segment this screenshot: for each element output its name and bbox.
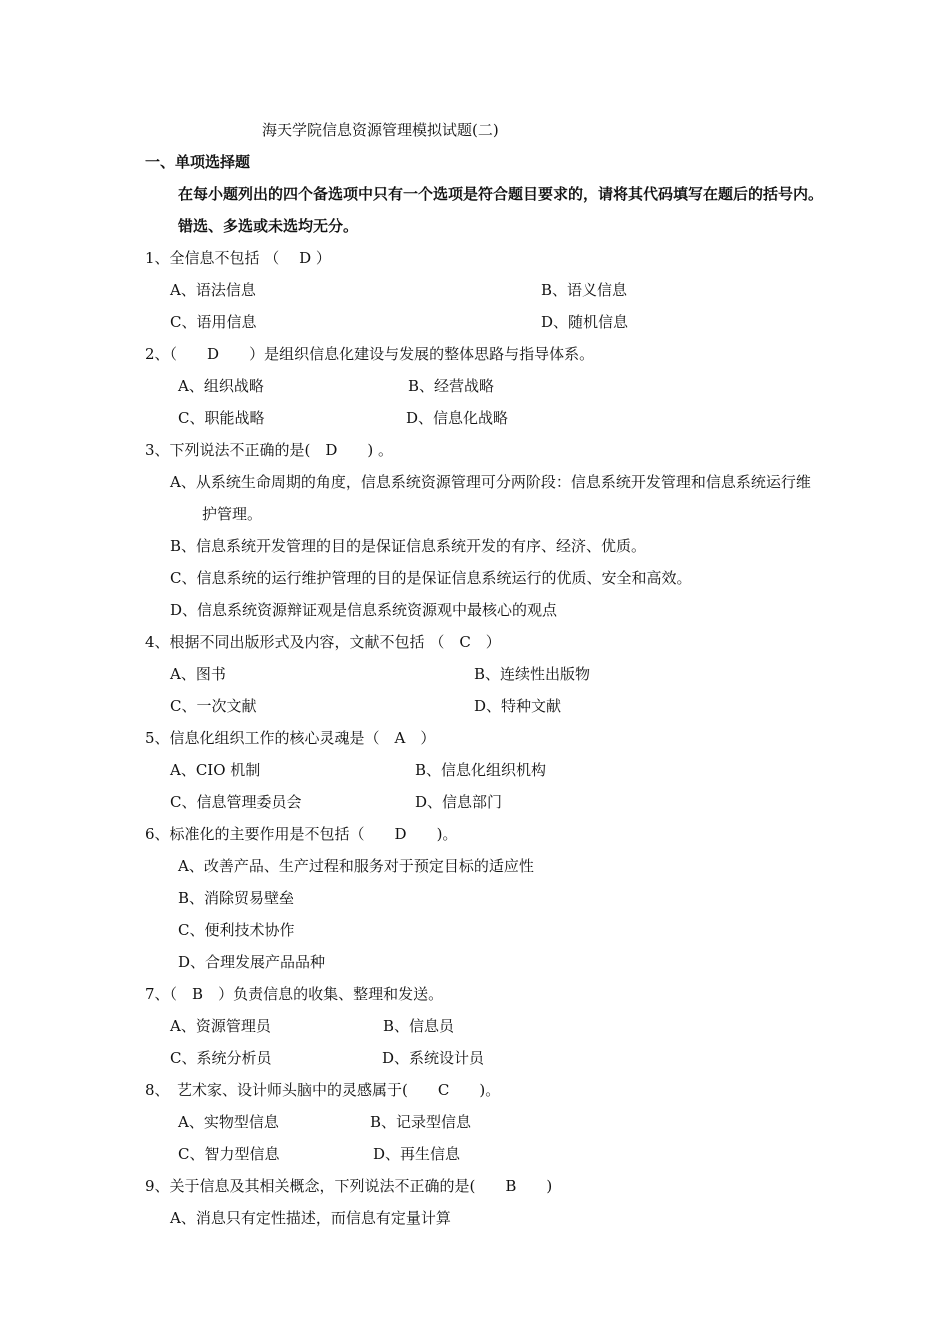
question-option: A、图书	[170, 665, 226, 683]
question-option: D、再生信息	[373, 1145, 461, 1163]
question-option: A、CIO 机制	[170, 761, 261, 779]
question-option: C、信息管理委员会	[170, 793, 302, 811]
question-stem: 3、下列说法不正确的是( D ) 。	[145, 441, 394, 459]
exam-title: 海天学院信息资源管理模拟试题(二)	[262, 121, 499, 139]
question-option: A、从系统生命周期的角度，信息系统资源管理可分两阶段：信息系统开发管理和信息系统运行维	[170, 473, 811, 491]
question-option: B、语义信息	[541, 281, 628, 299]
question-stem: 1、全信息不包括 （ D ）	[145, 249, 331, 267]
question-option: C、便利技术协作	[178, 921, 295, 939]
question-option: A、实物型信息	[178, 1113, 279, 1131]
question-option: B、经营战略	[408, 377, 495, 395]
question-option: C、系统分析员	[170, 1049, 272, 1067]
question-option: A、语法信息	[170, 281, 256, 299]
question-option: B、信息系统开发管理的目的是保证信息系统开发的有序、经济、优质。	[170, 537, 647, 555]
question-option: A、资源管理员	[170, 1017, 271, 1035]
section-instruction: 在每小题列出的四个备选项中只有一个选项是符合题目要求的，请将其代码填写在题后的括号内。	[178, 185, 824, 203]
question-option: C、智力型信息	[178, 1145, 280, 1163]
question-option: B、记录型信息	[370, 1113, 472, 1131]
question-stem: 6、标准化的主要作用是不包括（ D )。	[145, 825, 458, 843]
question-option: C、信息系统的运行维护管理的目的是保证信息系统运行的优质、安全和高效。	[170, 569, 692, 587]
question-option: A、改善产品、生产过程和服务对于预定目标的适应性	[178, 857, 534, 875]
question-option: B、消除贸易壁垒	[178, 889, 295, 907]
question-option: C、职能战略	[178, 409, 265, 427]
question-stem: 7、（ B ）负责信息的收集、整理和发送。	[145, 985, 444, 1003]
question-option: D、信息化战略	[406, 409, 509, 427]
question-option: D、信息部门	[415, 793, 503, 811]
question-option: B、连续性出版物	[474, 665, 591, 683]
section-heading: 一、单项选择题	[145, 153, 251, 171]
question-stem: 8、 艺术家、设计师头脑中的灵感属于( C )。	[145, 1081, 501, 1099]
question-option: B、信息员	[383, 1017, 455, 1035]
question-option: D、特种文献	[474, 697, 562, 715]
question-stem: 4、根据不同出版形式及内容，文献不包括 （ C ）	[145, 633, 501, 651]
question-option: A、消息只有定性描述，而信息有定量计算	[170, 1209, 451, 1227]
question-option: C、语用信息	[170, 313, 257, 331]
question-stem: 5、信息化组织工作的核心灵魂是（ A ）	[145, 729, 436, 747]
question-option: D、合理发展产品品种	[178, 953, 326, 971]
question-option: A、组织战略	[178, 377, 264, 395]
question-stem: 2、（ D ）是组织信息化建设与发展的整体思路与指导体系。	[145, 345, 595, 363]
question-option: D、随机信息	[541, 313, 629, 331]
question-option: D、系统设计员	[382, 1049, 485, 1067]
section-instruction: 错选、多选或未选均无分。	[178, 217, 359, 235]
question-option: B、信息化组织机构	[415, 761, 547, 779]
question-option: C、一次文献	[170, 697, 257, 715]
question-option: 护管理。	[202, 505, 263, 523]
question-stem: 9、关于信息及其相关概念，下列说法不正确的是( B )	[145, 1177, 553, 1195]
question-option: D、信息系统资源辩证观是信息系统资源观中最核心的观点	[170, 601, 558, 619]
